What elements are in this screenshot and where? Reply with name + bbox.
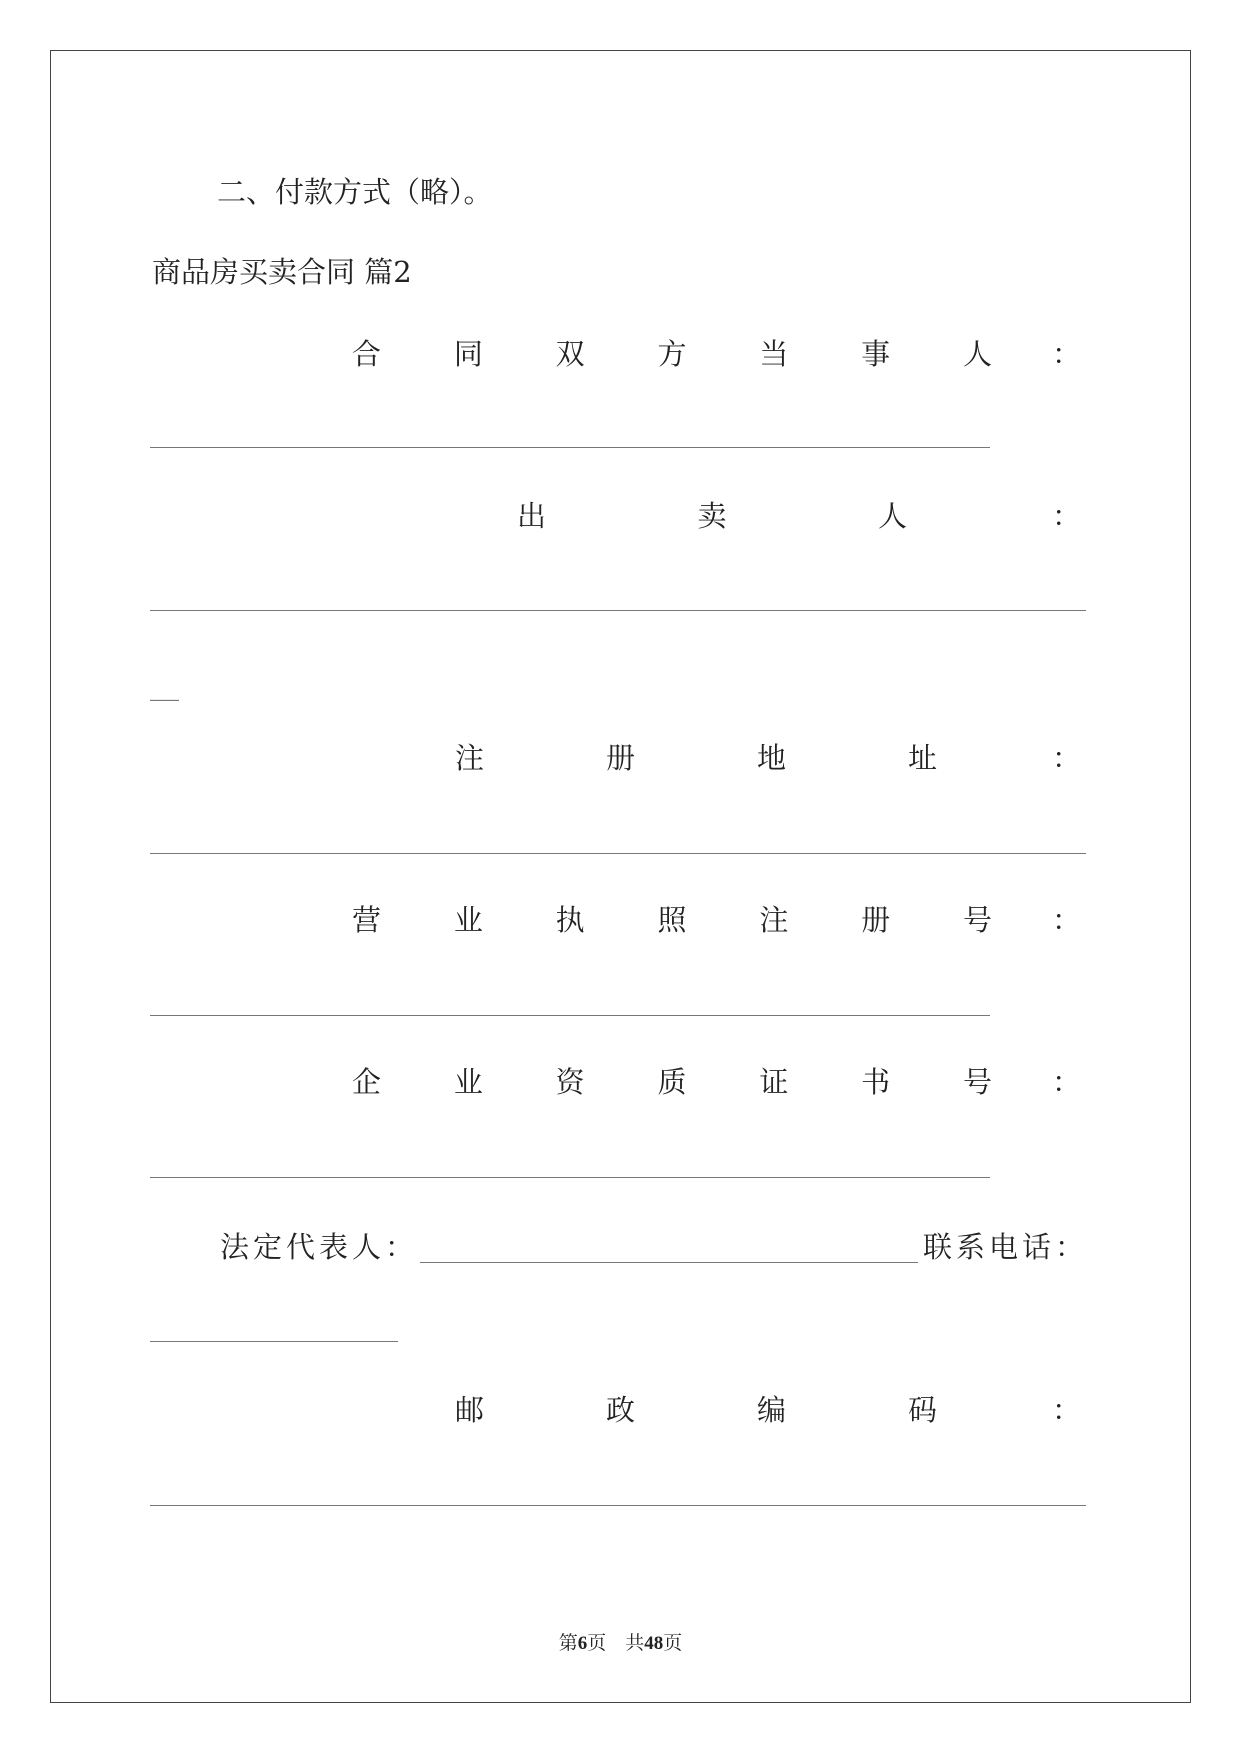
parties-colon: ：: [1052, 337, 1082, 371]
business-license-colon: ：: [1052, 903, 1082, 937]
registered-address-label: 注 册 地 址: [455, 741, 937, 775]
seller-fill-line: [150, 610, 1086, 611]
legal-representative-fill-line: [420, 1262, 918, 1263]
postcode-label: 邮 政 编 码: [455, 1393, 937, 1427]
registered-address-colon: ：: [1052, 741, 1082, 775]
seller-colon: ：: [1052, 499, 1082, 533]
total-page-number: 48: [644, 1633, 664, 1654]
registered-address-fill-line: [150, 853, 1086, 854]
page-border: [50, 50, 1191, 1703]
business-license-fill-line: [150, 1015, 990, 1016]
qualification-certificate-colon: ：: [1052, 1065, 1082, 1099]
payment-method-paragraph: 二、付款方式（略）。: [217, 175, 493, 209]
qualification-certificate-fill-line: [150, 1177, 990, 1178]
seller-fill-line-continued: __: [150, 667, 179, 701]
parties-fill-line: [150, 447, 990, 448]
postcode-fill-line: [150, 1505, 1086, 1506]
seller-label: 出 卖 人: [517, 499, 907, 533]
section-title: 商品房买卖合同 篇2: [152, 255, 412, 289]
business-license-label: 营 业 执 照 注 册 号: [352, 903, 992, 937]
current-page-number: 6: [577, 1633, 588, 1654]
contact-phone-fill-line: [150, 1341, 398, 1342]
qualification-certificate-label: 企 业 资 质 证 书 号: [352, 1065, 992, 1099]
legal-representative-label: 法定代表人：: [220, 1230, 419, 1264]
postcode-colon: ：: [1052, 1393, 1082, 1427]
page-number-footer: 第6页 共48页: [558, 1632, 683, 1654]
contact-phone-label: 联系电话：: [923, 1230, 1089, 1264]
parties-label: 合 同 双 方 当 事 人: [352, 337, 992, 371]
